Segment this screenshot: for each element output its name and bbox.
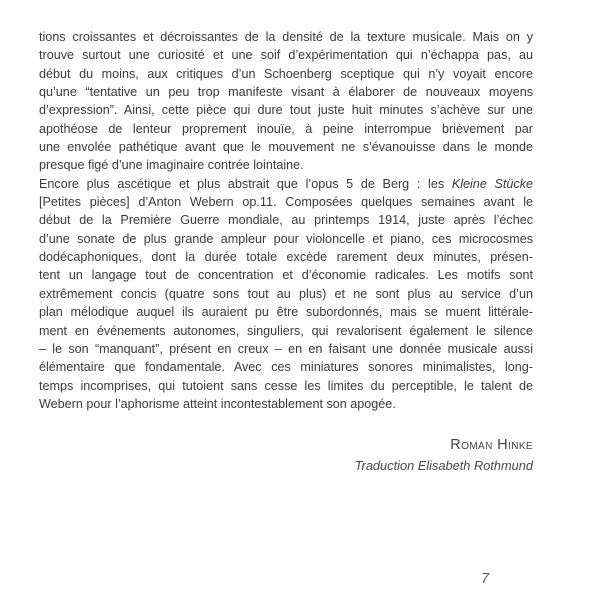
text-line: temps incomprises, qui tutoient sans cesse les limites du perceptible, le talent de (39, 378, 533, 393)
text-line: trouve surtout une curiosité et une soif d’expérimentation qui n’échappa pas, au (39, 48, 533, 63)
text-line: début de la Première Guerre mondiale, au printemps 1914, juste après l’échec (39, 213, 533, 228)
text-line: plan mélodique auquel ils auraient pu être subordonnés, mais se muent littérale- (39, 305, 533, 320)
signature-block (355, 437, 533, 474)
text-line: dodécaphoniques, dont la durée totale excède rarement deux minutes, présen- (39, 250, 533, 265)
text-line: [Petites pièces] d’Anton Webern op.11. Composées quelques semaines avant le (39, 195, 533, 210)
page-number: 7 (481, 571, 490, 587)
text-line: ment en événements autonomes, singuliers, qui revalorisent également le silence (39, 323, 533, 338)
text-line: d’une sonate de plus grande ampleur pour violoncelle et piano, ces microcosmes (39, 231, 533, 246)
text-line: début du moins, aux critiques d’un Schoenberg sceptique qui n’y voyait encore (39, 66, 533, 81)
text-line: – le son “manquant”, présent en creux – en en faisant une donnée musicale aussi (39, 341, 533, 356)
translation-credit: Traduction Elisabeth Rothmund (354, 458, 533, 473)
text-line (39, 175, 533, 193)
body-text (39, 28, 533, 413)
text-line: tions croissantes et décroissantes de la densité de la texture musicale. Mais on y (39, 30, 533, 44)
work-title-italic: Kleine Stücke (451, 176, 534, 191)
text-line: qu’une “tentative un peu trop manifeste visant à élaborer de nouveaux moyens (39, 85, 533, 100)
text-line-paragraph-end: Webern pour l’aphorisme atteint incontestablement son apogée. (39, 396, 396, 411)
text-line: élémentaire que fondamentale. Avec ces miniatures sonores minimalistes, long- (39, 360, 533, 375)
text-line: apothéose de lenteur proprement inouïe, à peine interrompue brièvement par (39, 121, 533, 136)
text-line-segment: Encore plus ascétique et plus abstrait que l’opus 5 de Berg : les (39, 176, 452, 191)
text-line-paragraph-end: presque figé d’une imaginaire contrée lointaine. (39, 158, 304, 173)
text-line: tent un langage tout de concentration et d’économie radicales. Les motifs sont (39, 268, 533, 283)
author-credit: Roman Hinke (450, 437, 533, 453)
text-line: une envolée pathétique avant que le mouvement ne s’évanouisse dans le monde (39, 140, 533, 155)
text-line: d’expression”. Ainsi, cette pièce qui dure tout juste huit minutes s’achève sur une (39, 103, 533, 118)
text-line: extrêmement concis (quatre sons tout au plus) et ne sont plus au service d’un (39, 286, 533, 301)
